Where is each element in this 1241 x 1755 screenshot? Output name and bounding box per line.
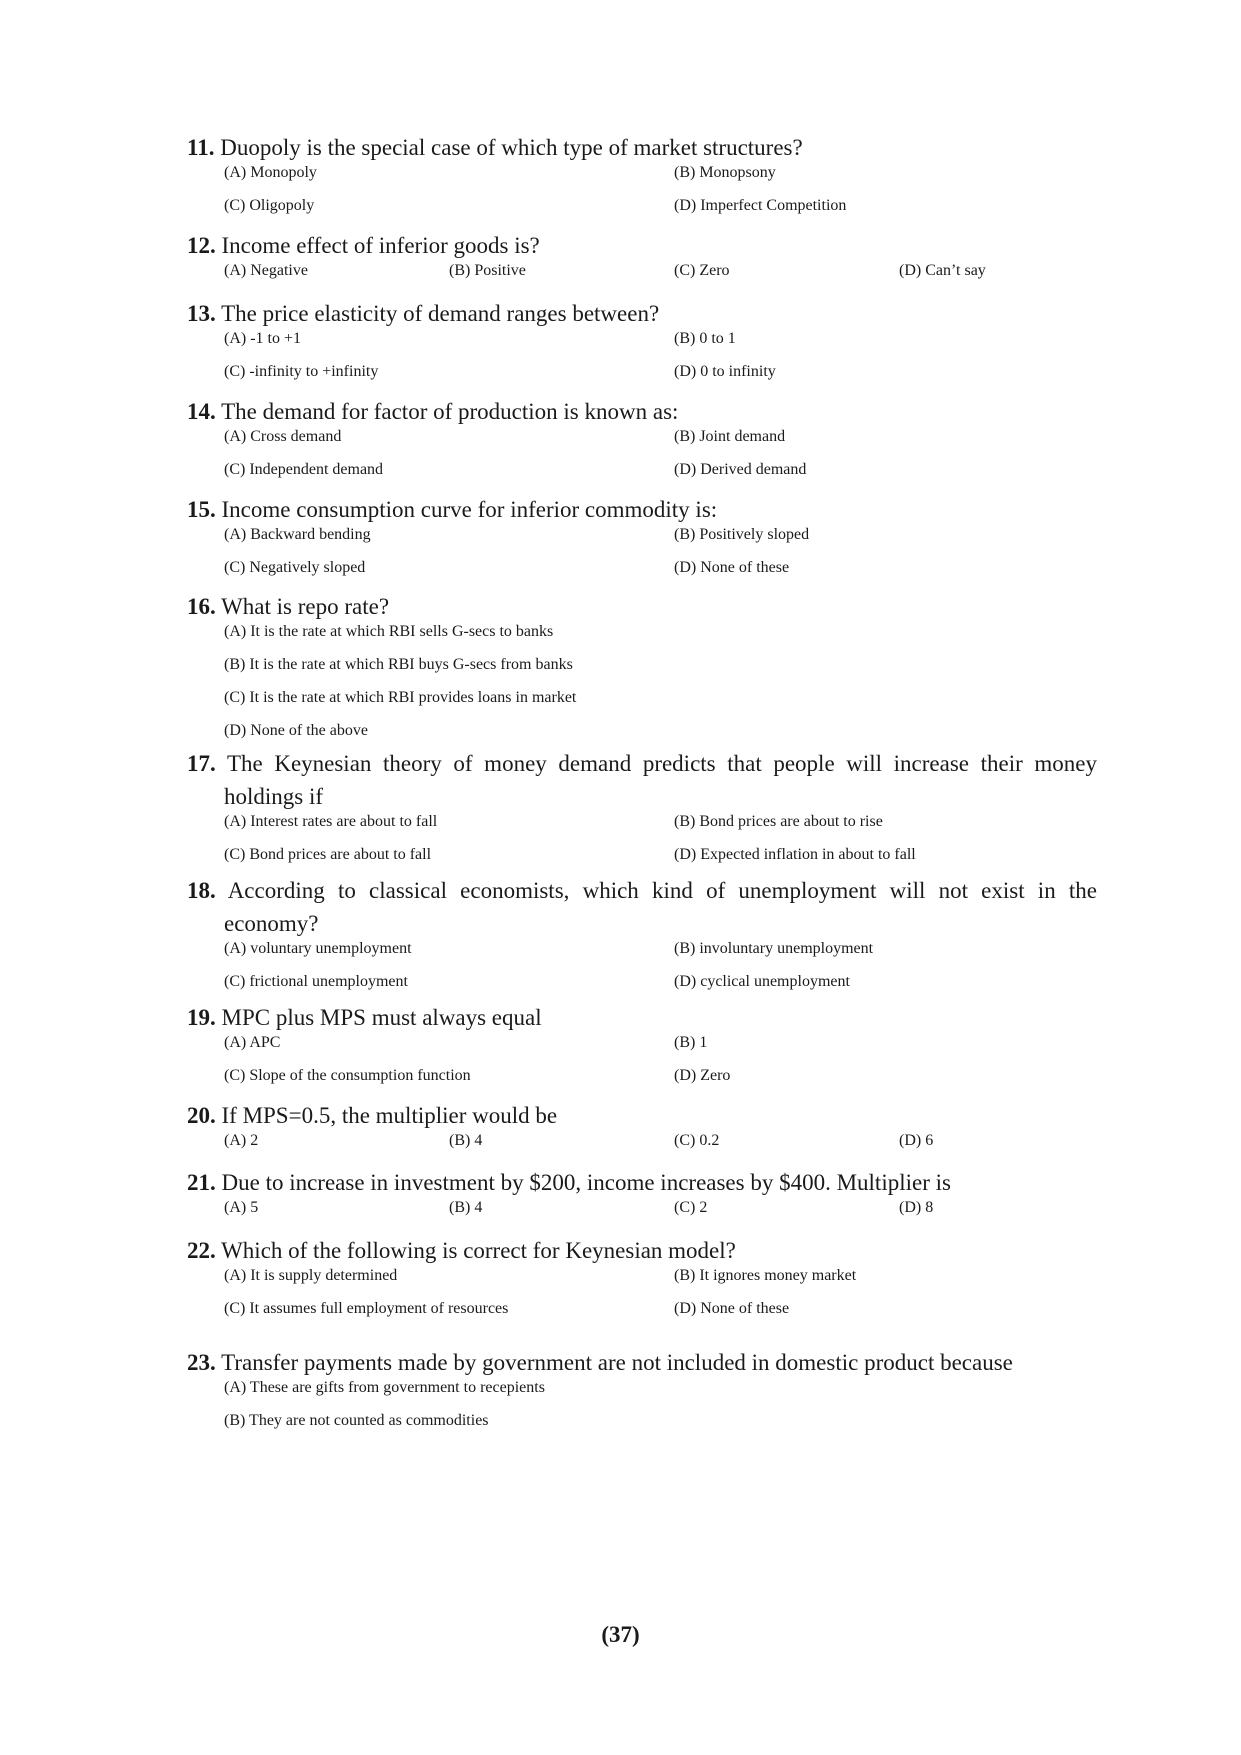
question-text: If MPS=0.5, the multiplier would be [221,1103,558,1128]
option-a: (A) voluntary unemployment [224,940,412,957]
option-a: (A) It is the rate at which RBI sells G-secs to banks [224,623,554,640]
question-18 [187,874,1097,1006]
question-23 [187,1346,1097,1445]
question-text: Income consumption curve for inferior commodity is: [221,497,718,522]
option-c: (C) 0.2 [674,1132,720,1149]
question-text: The demand for factor of production is known as: [221,399,679,424]
question-number: 23. [187,1350,216,1375]
question-11 [187,131,1097,230]
question-number: 17. [187,751,216,776]
option-c: (C) It is the rate at which RBI provides loans in market [224,689,577,706]
question-number: 13. [187,301,216,326]
option-d: (D) cyclical unemployment [674,973,850,990]
option-a: (A) 2 [224,1132,259,1149]
question-number: 15. [187,497,216,522]
question-number: 22. [187,1238,216,1263]
option-a: (A) Backward bending [224,526,371,543]
question-22 [187,1234,1097,1333]
option-b: (B) Positively sloped [674,526,810,543]
page-number: (37) [601,1622,640,1647]
option-d: (D) Zero [674,1067,731,1084]
question-number: 21. [187,1170,216,1195]
option-b: (B) involuntary unemployment [674,940,874,957]
option-c: (C) Negatively sloped [224,559,366,576]
question-text: Which of the following is correct for Keynesian model? [221,1238,736,1263]
option-a: (A) Negative [224,262,308,279]
option-b: (B) 4 [449,1132,483,1149]
question-14 [187,395,1097,494]
question-number: 20. [187,1103,216,1128]
option-c: (C) Zero [674,262,730,279]
option-c: (C) Bond prices are about to fall [224,846,432,863]
option-a: (A) Interest rates are about to fall [224,813,438,830]
option-d: (D) None of these [674,1300,790,1317]
question-text: The Keynesian theory of money demand predicts that people will increase their money holdings if [224,751,1097,809]
question-text: What is repo rate? [221,594,390,619]
option-b: (B) They are not counted as commodities [224,1412,489,1429]
question-19 [187,1001,1097,1100]
question-text: According to classical economists, which kind of unemployment will not exist in the economy? [224,878,1097,936]
option-c: (C) frictional unemployment [224,973,408,990]
option-d: (D) 8 [899,1199,934,1216]
option-b: (B) Positive [449,262,526,279]
option-b: (B) 4 [449,1199,483,1216]
option-c: (C) It assumes full employment of resources [224,1300,509,1317]
option-d: (D) Expected inflation in about to fall [674,846,916,863]
question-text: Due to increase in investment by $200, income increases by $400. Multiplier is [221,1170,951,1195]
option-b: (B) It ignores money market [674,1267,857,1284]
option-d: (D) None of these [674,559,790,576]
option-d: (D) 6 [899,1132,934,1149]
question-20 [187,1099,1097,1165]
question-15 [187,493,1097,592]
option-a: (A) Monopoly [224,164,317,181]
question-number: 19. [187,1005,216,1030]
option-a: (A) It is supply determined [224,1267,398,1284]
question-text: MPC plus MPS must always equal [221,1005,542,1030]
option-c: (C) -infinity to +infinity [224,363,379,380]
option-b: (B) Joint demand [674,428,786,445]
question-text: The price elasticity of demand ranges between? [221,301,660,326]
question-12 [187,229,1097,295]
question-13 [187,297,1097,396]
option-d: (D) None of the above [224,722,368,739]
question-number: 12. [187,233,216,258]
option-b: (B) It is the rate at which RBI buys G-secs from banks [224,656,573,673]
option-b: (B) 0 to 1 [674,330,736,347]
option-c: (C) Slope of the consumption function [224,1067,471,1084]
question-text: Duopoly is the special case of which type of market structures? [220,135,803,160]
question-number: 16. [187,594,216,619]
question-21 [187,1166,1097,1232]
option-b: (B) Bond prices are about to rise [674,813,883,830]
option-c: (C) 2 [674,1199,708,1216]
option-b: (B) Monopsony [674,164,776,181]
question-number: 11. [187,135,215,160]
question-number: 14. [187,399,216,424]
option-b: (B) 1 [674,1034,708,1051]
question-text: Income effect of inferior goods is? [221,233,540,258]
option-d: (D) Imperfect Competition [674,197,847,214]
option-c: (C) Oligopoly [224,197,315,214]
option-d: (D) Can’t say [899,262,986,279]
question-16 [187,590,1097,755]
option-a: (A) -1 to +1 [224,330,302,347]
option-a: (A) APC [224,1034,281,1051]
question-text: Transfer payments made by government are not included in domestic product because [221,1350,1013,1375]
option-a: (A) 5 [224,1199,259,1216]
option-a: (A) These are gifts from government to recepients [224,1379,545,1396]
option-d: (D) Derived demand [674,461,807,478]
question-17 [187,747,1097,879]
option-a: (A) Cross demand [224,428,342,445]
option-d: (D) 0 to infinity [674,363,776,380]
option-c: (C) Independent demand [224,461,384,478]
question-number: 18. [187,878,216,903]
